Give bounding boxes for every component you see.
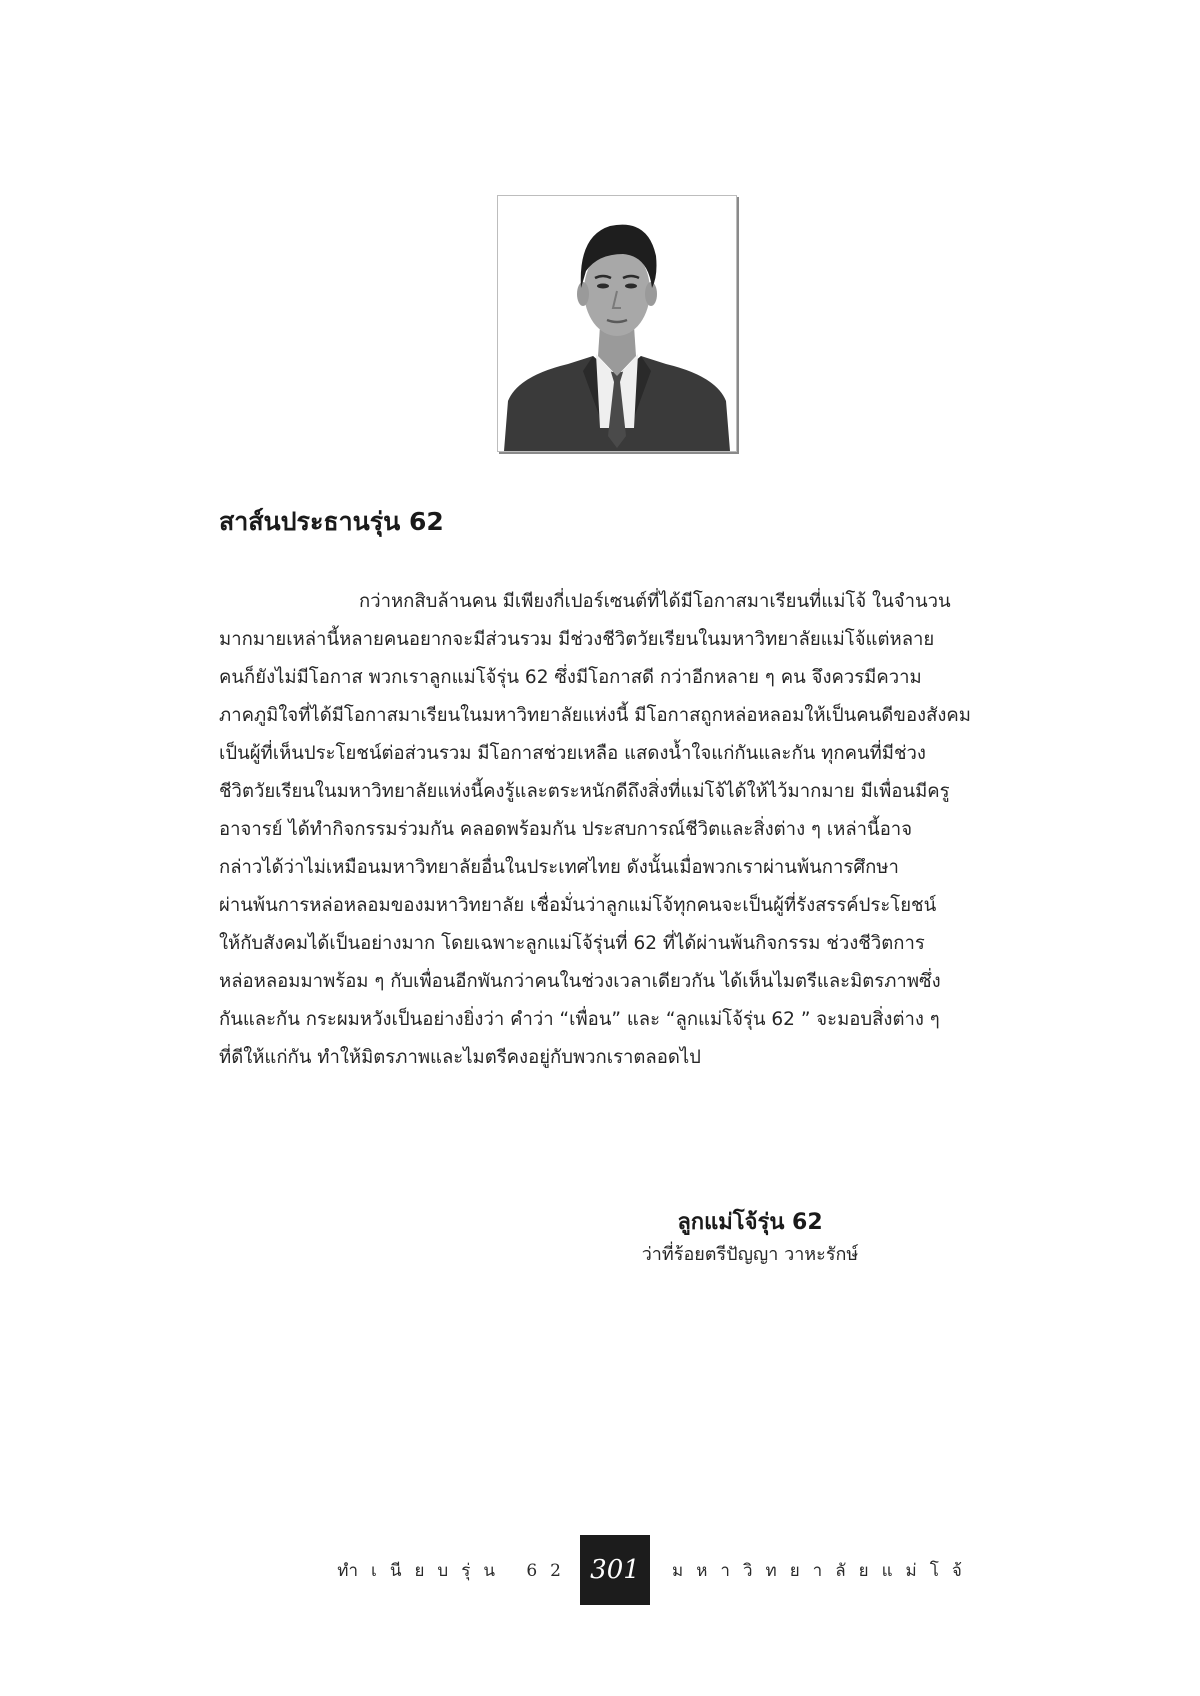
portrait-photo [497, 195, 737, 452]
page-title: สาส์นประธานรุ่น 62 [219, 507, 444, 536]
body-line: ที่ดีให้แก่กัน ทำให้มิตรภาพและไมตรีคงอยู่กับพวกเราตลอดไป [219, 1047, 701, 1068]
page-number: 301 [580, 1535, 650, 1605]
body-line: กว่าหกสิบล้านคน มีเพียงกี่เปอร์เซนต์ที่ได้มีโอกาสมาเรียนที่แม่โจ้ ในจำนวน [359, 591, 951, 612]
signature-title: ว่าที่ร้อยตรีปัญญา วาหะรักษ์ [641, 1244, 859, 1265]
body-line: ชีวิตวัยเรียนในมหาวิทยาลัยแห่งนี้คงรู้และตระหนักดีถึงสิ่งที่แม่โจ้ได้ให้ไว้มากมาย มีเพื่อนมีครู [219, 781, 950, 802]
signature-name: ลูกแม่โจ้รุ่น 62 [677, 1210, 823, 1235]
message-body [219, 583, 1029, 1077]
footer-right-text: มหาวิทยาลัยแม่โจ้ [672, 1561, 975, 1581]
body-line: อาจารย์ ได้ทำกิจกรรมร่วมกัน คลอดพร้อมกัน ประสบการณ์ชีวิตและสิ่งต่าง ๆ เหล่านี้อาจ [219, 819, 913, 840]
body-line: คนก็ยังไม่มีโอกาส พวกเราลูกแม่โจ้รุ่น 62 ซึ่งมีโอกาสดี กว่าอีกหลาย ๆ คน จึงควรมีความ [219, 667, 922, 688]
body-line: ภาคภูมิใจที่ได้มีโอกาสมาเรียนในมหาวิทยาลัยแห่งนี้ มีโอกาสถูกหล่อหลอมให้เป็นคนดีของสังคม [219, 705, 971, 726]
signature-block [600, 1206, 900, 1270]
footer-left-text: ทำเนียบรุ่น 62 [337, 1561, 574, 1581]
body-line: ให้กับสังคมได้เป็นอย่างมาก โดยเฉพาะลูกแม่โจ้รุ่นที่ 62 ที่ได้ผ่านพ้นกิจกรรม ช่วงชีวิตการ [219, 933, 925, 954]
body-line: กันและกัน กระผมหวังเป็นอย่างยิ่งว่า คำว่า “เพื่อน” และ “ลูกแม่โจ้รุ่น 62 ” จะมอบสิ่งต่าง ๆ [219, 1009, 940, 1030]
body-line: กล่าวได้ว่าไม่เหมือนมหาวิทยาลัยอื่นในประเทศไทย ดังนั้นเมื่อพวกเราผ่านพ้นการศึกษา [219, 857, 899, 878]
body-line: หล่อหลอมมาพร้อม ๆ กับเพื่อนอีกพันกว่าคนในช่วงเวลาเดียวกัน ได้เห็นไมตรีและมิตรภาพซึ่ง [219, 971, 941, 992]
portrait-illustration [498, 196, 736, 451]
body-line: มากมายเหล่านี้หลายคนอยากจะมีส่วนรวม มีช่วงชีวิตวัยเรียนในมหาวิทยาลัยแม่โจ้แต่หลาย [219, 629, 935, 650]
page-footer [0, 1535, 1200, 1605]
body-line: ผ่านพ้นการหล่อหลอมของมหาวิทยาลัย เชื่อมั่นว่าลูกแม่โจ้ทุกคนจะเป็นผู้ที่รังสรรค์ประโยชน์ [219, 895, 937, 916]
body-line: เป็นผู้ที่เห็นประโยชน์ต่อส่วนรวม มีโอกาสช่วยเหลือ แสดงน้ำใจแก่กันและกัน ทุกคนที่มีช่วง [219, 743, 926, 764]
